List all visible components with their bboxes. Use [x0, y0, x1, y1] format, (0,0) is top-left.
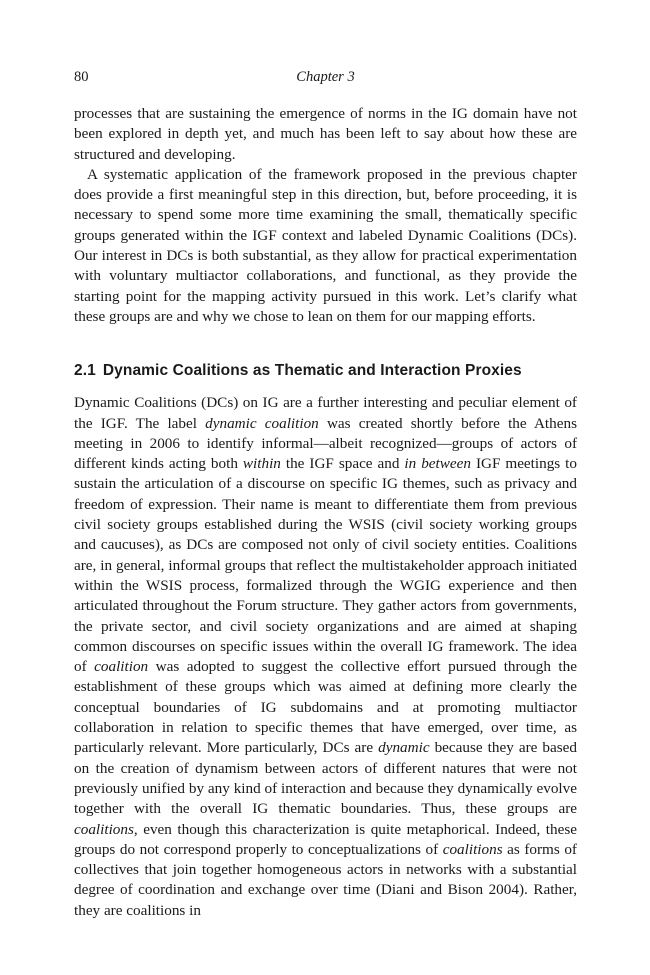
body-paragraph	[74, 393, 577, 921]
body-paragraph	[74, 104, 577, 165]
text-run: because they are based on the creation of dynamism between actors of different natures that were not previously unified by any kind of interaction and because they dynamically evolve together with the overall IG thematic boundaries. Thus, these groups are	[74, 739, 577, 818]
italic-term: coalitions	[74, 820, 134, 838]
body-paragraph	[74, 165, 577, 327]
text-run: IGF meetings to sustain the articulation of a discourse on specific IG themes, such as privacy and freedom of expression. Their name is meant to differentiate them from previous civil society groups established during the WSIS (civil society working groups and caucuses), as DCs are composed not only of civil society entities. Coalitions are, in general, informal groups that reflect the multistakeholder approach initiated within the WSIS process, formalized through the WGIG experience and then articulated throughout the Forum structure. They gather actors from governments, the private sector, and civil society organizations and are aimed at shaping common discourses on specific issues within the overall IG framework. The idea of	[74, 455, 577, 676]
italic-term: in between	[404, 455, 471, 473]
paragraphs-after-section	[74, 393, 577, 921]
italic-term: dynamic	[378, 739, 430, 757]
page-header	[74, 69, 577, 89]
section-number: 2.1	[74, 362, 96, 380]
page-number: 80	[74, 69, 89, 85]
text-run: was adopted to suggest the collective effort pursued through the establishment of these groups which was aimed at defining more clearly the conceptual boundaries of IG subdomains and at promoting multiactor collaboration in relation to specific themes that have emerged, over time, as particularly relevant. More particularly, DCs are	[74, 658, 577, 757]
italic-term: within	[242, 455, 281, 473]
text-run: the IGF space and	[280, 455, 405, 473]
body-text	[74, 104, 577, 921]
section-title: Dynamic Coalitions as Thematic and Interaction Proxies	[102, 362, 522, 380]
text-run: processes that are sustaining the emergence of norms in the IG domain have not been explored in depth yet, and much has been left to say about how these are structured and developing.	[74, 105, 577, 163]
text-run: as forms of collectives that join together homogeneous actors in networks with a substantial degree of coordination and exchange over time (Diani and Bison 2004). Rather, they are coalitions in	[74, 840, 577, 919]
text-run: was created shortly before the Athens meeting in 2006 to identify informal—albeit recognized—groups of actors of different kinds acting both	[74, 414, 577, 473]
italic-term: coalition	[94, 658, 149, 676]
italic-term: coalitions	[442, 840, 503, 858]
running-head: Chapter 3	[296, 69, 355, 85]
italic-term: dynamic coalition	[205, 414, 319, 432]
text-run: , even though this characterization is quite metaphorical. Indeed, these groups do not correspond properly to conceptualizations of	[74, 820, 577, 858]
text-run: A systematic application of the framework proposed in the previous chapter does provide a first meaningful step in this direction, but, before proceeding, it is necessary to spend some more time examining the small, thematically specific groups generated within the IGF context and labeled Dynamic Coalitions (DCs). Our interest in DCs is both substantial, as they allow for practical experimentation with voluntary multiactor collaborations, and functional, as they provide the starting point for the mapping activity pursued in this work. Let’s clarify what these groups are and why we chose to lean on them for our mapping efforts.	[74, 165, 577, 325]
paragraphs-before-section	[74, 104, 577, 327]
section-heading	[74, 361, 577, 381]
text-run: Dynamic Coalitions (DCs) on IG are a further interesting and peculiar element of the IGF. The label	[74, 394, 577, 432]
